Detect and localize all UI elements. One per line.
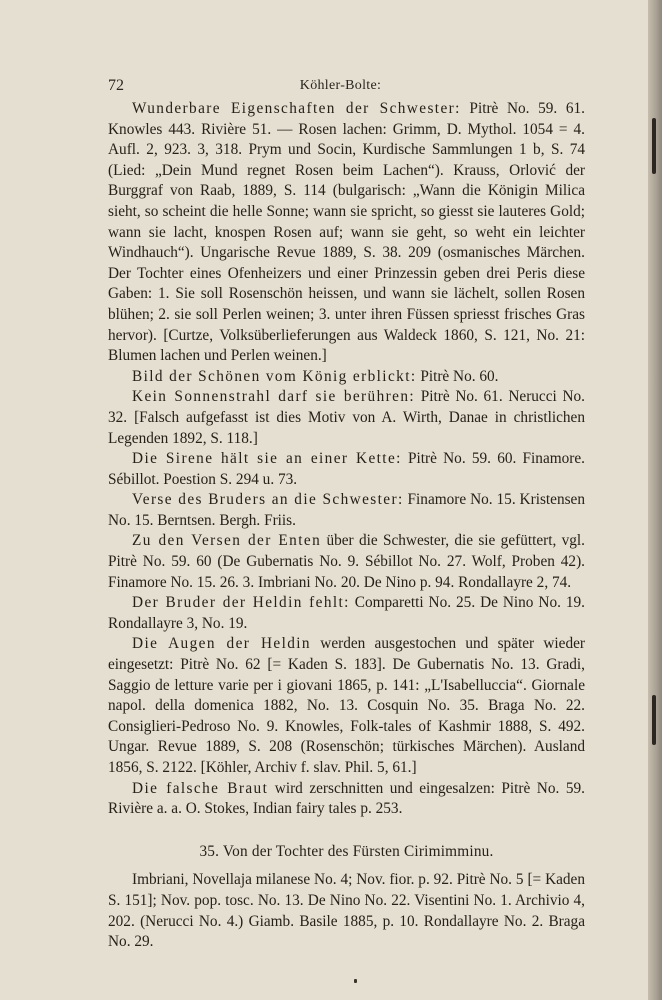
motif-lead: Die Augen der Heldin bbox=[132, 635, 311, 653]
paragraph-bild-der-schoenen bbox=[108, 367, 585, 388]
print-speck bbox=[354, 979, 357, 983]
paragraph-falsche-braut bbox=[108, 779, 585, 820]
motif-lead: Die falsche Braut bbox=[132, 779, 269, 797]
paragraph-text: Pitrè No. 61. Nerucci No. 32. [Falsch aufgefasst ist dies Motiv von A. Wirth, Danae in christlichen Legenden 1892, S. 118.] bbox=[108, 388, 585, 447]
paragraph-augen-der-heldin bbox=[108, 634, 585, 778]
main-text bbox=[108, 99, 585, 953]
section-heading: 35. Von der Tochter des Fürsten Cirimimminu. bbox=[199, 842, 494, 860]
paragraph-text: Pitrè No. 59. 60. Finamore. Sébillot. Poestion S. 294 u. 73. bbox=[108, 450, 585, 488]
motif-lead: Die Sirene hält sie an einer Kette: bbox=[132, 450, 402, 468]
paragraph-text: wird zerschnitten und eingesalzen: Pitrè No. 59. Rivière a. a. O. Stokes, Indian fairy tales p. 253. bbox=[108, 779, 585, 818]
motif-lead: Verse des Bruders an die Schwester: bbox=[132, 491, 404, 509]
page-number: 72 bbox=[108, 77, 124, 94]
paragraph-text: werden ausgestochen und später wieder eingesetzt: Pitrè No. 62 [= Kaden S. 183]. De Gubernatis No. 13. Gradi, Saggio de letture varie per i giovani 1865, p. 141: „L'Isabelluccia“. Giornale napol. della domenica 1882, No. 13. Cosquin No. 35. Braga No. 22. Consiglieri-Pedroso No. 9. Knowles, Folk-tales of Kashmir 1888, S. 492. Ungar. Revue 1889, S. 208 (Rosenschön; türkisches Märchen). Ausland 1856, S. 2122. [Köhler, Archiv f. slav. Phil. 5, 61.] bbox=[108, 635, 585, 776]
paragraph-bruder-fehlt bbox=[108, 593, 585, 634]
motif-lead: Bild der Schönen vom König erblickt: bbox=[132, 367, 417, 385]
paragraph-wunderbare-eigenschaften bbox=[108, 99, 585, 367]
motif-lead: Kein Sonnenstrahl darf sie berühren: bbox=[132, 388, 416, 406]
motif-lead: Zu den Versen der Enten bbox=[132, 532, 322, 550]
page-tab-marker-bottom bbox=[652, 695, 656, 745]
motif-lead: Wunderbare Eigenschaften der Schwester: bbox=[132, 100, 461, 117]
paragraph-text: Comparetti No. 25. De Nino No. 19. Rondallayre 3, No. 19. bbox=[108, 594, 585, 632]
paragraph-text: Pitrè No. 59. 61. Knowles 443. Rivière 51. — Rosen lachen: Grimm, D. Mythol. 1054 = 4. Aufl. 2, 923. 3, 318. Prym und Socin, Kurdische Sammlungen 1 b, S. 74 (Lied: „Dein Mund regnet Rosen beim Lachen“). Krauss, Orlović der Burggraf von Raab, 1889, S. 114 (bulgarisch: „Wann die Königin Milica sieht, so scheint die helle Sonne; wann sie spricht, so giesst sie lauteres Gold; wann sie lacht, knospen Rosen auf; wann sie geht, so weht ein leichter Windhauch“). Ungarische Revue 1889, S. 38. 209 (osmanisches Märchen. Der Tochter eines Ofenheizers und einer Prinzessin geben drei Peris diese Gaben: 1. Sie soll Rosenschön heissen, und wann sie lächelt, sollen Rosen blühen; 2. sie soll Perlen weinen; 3. unter ihren Füssen spriesst frisches Gras hervor). [Curtze, Volksüberlieferungen aus Waldeck 1860, S. 121, No. 21: Blumen lachen und Perlen weinen.] bbox=[108, 100, 586, 365]
page-header bbox=[108, 77, 573, 99]
running-title: Köhler-Bolte: bbox=[299, 78, 382, 93]
paragraph-versen-der-enten bbox=[108, 531, 585, 593]
paragraph-sirene bbox=[108, 449, 585, 490]
motif-lead: Der Bruder der Heldin fehlt: bbox=[132, 594, 350, 612]
paragraph-verse-des-bruders bbox=[108, 490, 585, 531]
paragraph-text: Pitrè No. 60. bbox=[416, 367, 499, 385]
page-tab-marker-top bbox=[652, 118, 656, 174]
paragraph-sonnenstrahl bbox=[108, 387, 585, 449]
paragraph-text: Finamore No. 15. Kristensen No. 15. Berntsen. Bergh. Friis. bbox=[108, 491, 585, 529]
paragraph-text: über die Schwester, die sie gefüttert, vgl. Pitrè No. 59. 60 (De Gubernatis No. 9. Sébillot No. 27. Wolf, Proben 42). Finamore No. 15. 26. 3. Imbriani No. 20. De Nino p. 94. Rondallayre 2, 74. bbox=[108, 532, 585, 591]
section-paragraph: Imbriani, Novellaja milanese No. 4; Nov. fior. p. 92. Pitrè No. 5 [= Kaden S. 151]; Nov. pop. tosc. No. 13. De Nino No. 22. Visentini No. 1. Archivio 4, 202. (Nerucci No. 4.) Giamb. Basile 1885, p. 10. Rondallayre No. 2. Braga No. 29. bbox=[108, 871, 585, 951]
